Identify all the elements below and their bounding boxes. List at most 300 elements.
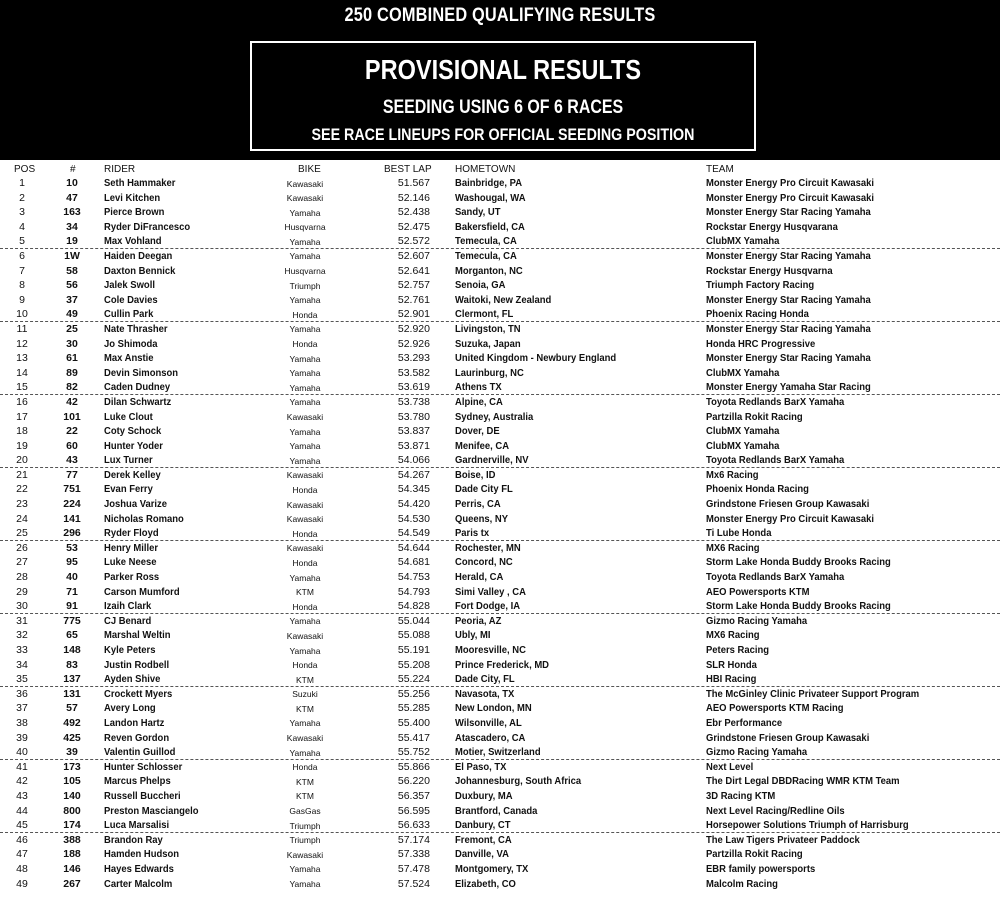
table-row — [0, 774, 1000, 789]
pos-cell: 7 — [19, 264, 25, 277]
best-lap-cell: 54.420 — [397, 498, 430, 511]
rider-cell: Ryder Floyd — [104, 527, 159, 540]
bike-cell: KTM — [296, 703, 314, 714]
hometown-cell: Wilsonville, AL — [455, 716, 522, 729]
best-lap-cell: 53.837 — [397, 425, 430, 438]
bike-cell: Kawasaki — [286, 193, 324, 204]
number-cell: 751 — [63, 483, 81, 496]
table-row — [0, 395, 1000, 410]
hometown-cell: Navasota, TX — [455, 687, 515, 700]
column-team: TEAM — [706, 164, 734, 175]
hometown-cell: United Kingdom - Newbury England — [455, 352, 617, 365]
table-row — [0, 453, 1000, 468]
bike-cell: Kawasaki — [286, 178, 324, 189]
pos-cell: 10 — [16, 308, 28, 321]
table-row — [0, 804, 1000, 819]
number-cell: 173 — [63, 760, 81, 773]
best-lap-cell: 57.174 — [397, 833, 430, 846]
hometown-cell: Perris, CA — [455, 498, 501, 511]
rider-cell: Luke Neese — [104, 556, 157, 569]
best-lap-cell: 52.146 — [397, 191, 430, 204]
team-cell: Partzilla Rokit Racing — [706, 410, 803, 423]
pos-cell: 12 — [16, 337, 28, 350]
provisional-results-box — [250, 41, 756, 151]
team-cell: Gizmo Racing Yamaha — [706, 746, 808, 759]
rider-cell: Valentin Guillod — [104, 746, 176, 759]
number-cell: 34 — [66, 220, 78, 233]
best-lap-cell: 53.619 — [397, 381, 430, 394]
rider-cell: Hunter Schlosser — [104, 760, 183, 773]
pos-cell: 36 — [16, 687, 28, 700]
pos-cell: 14 — [16, 366, 28, 379]
bike-cell: Triumph — [289, 280, 321, 291]
number-cell: 37 — [66, 293, 78, 306]
pos-cell: 32 — [16, 629, 28, 642]
hometown-cell: Athens TX — [455, 381, 502, 394]
team-cell: Monster Energy Yamaha Star Racing — [706, 381, 871, 394]
bike-cell: Husqvarna — [284, 222, 326, 233]
table-row — [0, 877, 1000, 892]
hometown-cell: Livingston, TN — [455, 322, 521, 335]
hometown-cell: Boise, ID — [455, 468, 496, 481]
hometown-cell: Alpine, CA — [455, 395, 503, 408]
bike-cell: Honda — [292, 762, 318, 773]
pos-cell: 38 — [16, 716, 28, 729]
hometown-cell: Mooresville, NC — [455, 644, 526, 656]
rider-cell: Devin Simonson — [104, 366, 179, 379]
table-row — [0, 716, 1000, 731]
table-row — [0, 220, 1000, 235]
hometown-cell: Temecula, CA — [455, 249, 517, 262]
pos-cell: 9 — [19, 293, 25, 306]
team-cell: Gizmo Racing Yamaha — [706, 614, 808, 627]
bike-cell: Kawasaki — [286, 514, 324, 525]
bike-cell: Yamaha — [289, 441, 321, 452]
rider-cell: Seth Hammaker — [104, 177, 176, 189]
number-cell: 91 — [66, 600, 78, 613]
column-hometown: HOMETOWN — [455, 164, 516, 175]
number-cell: 19 — [66, 235, 78, 248]
number-cell: 10 — [66, 177, 78, 189]
pos-cell: 34 — [16, 658, 28, 671]
rider-cell: Carson Mumford — [104, 585, 180, 598]
best-lap-cell: 54.828 — [397, 600, 430, 613]
bike-cell: Honda — [292, 309, 318, 320]
number-cell: 425 — [63, 731, 81, 744]
table-row — [0, 424, 1000, 439]
table-row — [0, 658, 1000, 673]
best-lap-cell: 53.780 — [397, 410, 430, 423]
best-lap-cell: 57.338 — [397, 848, 430, 861]
table-row — [0, 351, 1000, 366]
best-lap-cell: 54.793 — [397, 585, 430, 598]
team-cell: Mx6 Racing — [706, 468, 759, 481]
bike-cell: Yamaha — [289, 879, 321, 889]
best-lap-cell: 52.607 — [397, 249, 430, 262]
table-row — [0, 731, 1000, 746]
bike-cell: Yamaha — [289, 718, 321, 729]
team-cell: MX6 Racing — [706, 629, 760, 642]
number-cell: 105 — [63, 775, 81, 788]
pos-cell: 2 — [19, 191, 25, 204]
rider-cell: Ryder DiFrancesco — [104, 220, 191, 233]
rider-cell: Caden Dudney — [104, 381, 171, 394]
number-cell: 775 — [63, 614, 81, 627]
pos-cell: 29 — [16, 585, 28, 598]
best-lap-cell: 54.530 — [397, 512, 430, 525]
best-lap-cell: 55.088 — [397, 629, 430, 642]
rider-cell: Landon Hartz — [104, 716, 165, 729]
best-lap-cell: 52.761 — [397, 293, 430, 306]
rider-cell: Max Vohland — [104, 235, 162, 248]
team-cell: Phoenix Racing Honda — [706, 308, 809, 321]
table-row — [0, 570, 1000, 585]
best-lap-cell: 52.572 — [397, 235, 430, 248]
hometown-cell: Fort Dodge, IA — [455, 600, 521, 613]
table-row — [0, 205, 1000, 220]
best-lap-cell: 54.753 — [397, 571, 430, 584]
team-cell: Monster Energy Pro Circuit Kawasaki — [706, 191, 875, 204]
best-lap-cell: 56.595 — [397, 804, 430, 817]
number-cell: 267 — [63, 877, 81, 890]
team-cell: Monster Energy Star Racing Yamaha — [706, 322, 871, 335]
table-row — [0, 176, 1000, 191]
rider-cell: Izaih Clark — [104, 600, 152, 613]
team-cell: The Law Tigers Privateer Paddock — [706, 833, 860, 846]
column-rider: RIDER — [104, 164, 136, 175]
best-lap-cell: 52.757 — [397, 279, 430, 292]
rider-cell: Nate Thrasher — [104, 322, 168, 335]
number-cell: 57 — [66, 702, 78, 715]
best-lap-cell: 55.224 — [397, 673, 430, 686]
number-cell: 47 — [66, 191, 78, 204]
team-cell: ClubMX Yamaha — [706, 439, 780, 452]
pos-cell: 37 — [16, 702, 28, 715]
team-cell: The Dirt Legal DBDRacing WMR KTM Team — [706, 775, 900, 788]
bike-cell: Honda — [292, 484, 318, 495]
hometown-cell: Laurinburg, NC — [455, 366, 524, 379]
bike-cell: Honda — [292, 557, 318, 568]
hometown-cell: Johannesburg, South Africa — [455, 775, 582, 788]
number-cell: 101 — [63, 410, 81, 423]
number-cell: 30 — [66, 337, 78, 350]
team-cell: Peters Racing — [706, 644, 770, 656]
best-lap-cell: 53.582 — [397, 366, 430, 379]
rider-cell: Henry Miller — [104, 541, 159, 554]
bike-cell: Kawasaki — [286, 630, 324, 641]
pos-cell: 6 — [19, 249, 25, 262]
team-cell: ClubMX Yamaha — [706, 366, 780, 379]
pos-cell: 45 — [16, 819, 28, 832]
pos-cell: 23 — [16, 498, 28, 511]
hometown-cell: Paris tx — [455, 527, 490, 540]
bike-cell: Yamaha — [289, 368, 321, 379]
table-row — [0, 366, 1000, 381]
hometown-cell: Fremont, CA — [455, 833, 512, 846]
rider-cell: Levi Kitchen — [104, 191, 161, 204]
team-cell: Toyota Redlands BarX Yamaha — [706, 571, 845, 584]
table-row — [0, 234, 1000, 249]
bike-cell: Honda — [292, 339, 318, 350]
rider-cell: Avery Long — [104, 702, 156, 715]
pos-cell: 41 — [16, 760, 28, 773]
team-cell: Toyota Redlands BarX Yamaha — [706, 395, 845, 408]
pos-cell: 28 — [16, 571, 28, 584]
team-cell: Next Level — [706, 760, 754, 773]
table-row — [0, 468, 1000, 483]
column-header-row — [0, 162, 1000, 176]
rider-cell: Ayden Shive — [104, 673, 161, 686]
table-row — [0, 497, 1000, 512]
team-cell: Storm Lake Honda Buddy Brooks Racing — [706, 600, 891, 613]
table-row — [0, 643, 1000, 658]
rider-cell: Coty Schock — [104, 425, 162, 438]
pos-cell: 49 — [16, 877, 28, 890]
rider-cell: Daxton Bennick — [104, 264, 176, 277]
team-cell: AEO Powersports KTM Racing — [706, 702, 844, 715]
team-cell: Monster Energy Star Racing Yamaha — [706, 352, 871, 365]
pos-cell: 42 — [16, 775, 28, 788]
rider-cell: CJ Benard — [104, 614, 152, 627]
team-cell: Toyota Redlands BarX Yamaha — [706, 454, 845, 467]
team-cell: Storm Lake Honda Buddy Brooks Racing — [706, 556, 891, 569]
pos-cell: 3 — [19, 206, 25, 219]
bike-cell: Kawasaki — [286, 412, 324, 422]
team-cell: MX6 Racing — [706, 541, 760, 554]
number-cell: 42 — [66, 395, 78, 408]
number-cell: 137 — [63, 673, 81, 686]
bike-cell: Kawasaki — [286, 849, 324, 860]
number-cell: 83 — [66, 658, 78, 671]
hometown-cell: Suzuka, Japan — [455, 337, 521, 350]
pos-cell: 47 — [16, 848, 28, 861]
hometown-cell: Simi Valley , CA — [455, 585, 526, 598]
hometown-cell: Prince Frederick, MD — [455, 658, 550, 671]
rider-cell: Jo Shimoda — [104, 337, 158, 350]
rider-cell: Hamden Hudson — [104, 848, 180, 861]
pos-cell: 31 — [16, 614, 28, 627]
best-lap-cell: 55.752 — [397, 746, 430, 759]
table-row — [0, 687, 1000, 702]
bike-cell: Yamaha — [289, 747, 321, 758]
best-lap-cell: 54.549 — [397, 527, 430, 540]
column-best-lap: BEST LAP — [384, 164, 432, 175]
bike-cell: KTM — [296, 587, 314, 598]
hometown-cell: Temecula, CA — [455, 235, 517, 248]
bike-cell: Yamaha — [289, 616, 321, 627]
bike-cell: Honda — [292, 528, 318, 539]
best-lap-cell: 56.357 — [397, 789, 430, 802]
team-cell: ClubMX Yamaha — [706, 425, 780, 438]
pos-cell: 22 — [16, 483, 28, 496]
pos-cell: 27 — [16, 556, 28, 569]
bike-cell: Yamaha — [289, 295, 321, 306]
rider-cell: Nicholas Romano — [104, 512, 184, 525]
pos-cell: 43 — [16, 789, 28, 802]
number-cell: 43 — [66, 454, 78, 467]
rider-cell: Carter Malcolm — [104, 877, 173, 890]
number-cell: 82 — [66, 381, 78, 394]
pos-cell: 35 — [16, 673, 28, 686]
team-cell: Phoenix Honda Racing — [706, 483, 809, 496]
rider-cell: Reven Gordon — [104, 731, 170, 744]
best-lap-cell: 53.293 — [397, 352, 430, 365]
number-cell: 148 — [63, 644, 81, 656]
table-row — [0, 307, 1000, 322]
team-cell: Grindstone Friesen Group Kawasaki — [706, 731, 870, 744]
number-cell: 296 — [63, 527, 81, 540]
team-cell: HBI Racing — [706, 673, 757, 686]
bike-cell: Yamaha — [289, 572, 321, 583]
bike-cell: Yamaha — [289, 382, 321, 393]
pos-cell: 5 — [19, 235, 25, 248]
pos-cell: 44 — [16, 804, 28, 817]
rider-cell: Cole Davies — [104, 293, 158, 306]
number-cell: 140 — [63, 789, 81, 802]
best-lap-cell: 55.191 — [397, 644, 430, 656]
bike-cell: Honda — [292, 601, 318, 612]
best-lap-cell: 52.901 — [397, 308, 430, 321]
column-bike: BIKE — [298, 164, 321, 175]
rider-cell: Kyle Peters — [104, 644, 156, 656]
best-lap-cell: 54.267 — [397, 468, 430, 481]
table-row — [0, 628, 1000, 643]
results-table — [0, 176, 1000, 891]
best-lap-cell: 55.417 — [397, 731, 430, 744]
best-lap-cell: 52.438 — [397, 206, 430, 219]
provisional-title: PROVISIONAL RESULTS — [364, 54, 642, 85]
bike-cell: Yamaha — [289, 207, 321, 218]
pos-cell: 4 — [19, 220, 25, 233]
bike-cell: GasGas — [289, 806, 321, 817]
best-lap-cell: 54.644 — [397, 541, 430, 554]
number-cell: 56 — [66, 279, 78, 292]
table-row — [0, 818, 1000, 833]
team-cell: Monster Energy Star Racing Yamaha — [706, 249, 871, 262]
team-cell: 3D Racing KTM — [706, 789, 776, 802]
hometown-cell: Peoria, AZ — [455, 614, 502, 627]
table-row — [0, 264, 1000, 279]
bike-cell: Husqvarna — [284, 266, 326, 277]
best-lap-cell: 52.641 — [397, 264, 430, 277]
hometown-cell: Menifee, CA — [455, 439, 510, 452]
hometown-cell: Sandy, UT — [455, 206, 501, 219]
table-row — [0, 555, 1000, 570]
team-cell: EBR family powersports — [706, 862, 816, 875]
table-row — [0, 526, 1000, 541]
table-row — [0, 293, 1000, 308]
table-row — [0, 599, 1000, 614]
table-row — [0, 701, 1000, 716]
best-lap-cell: 55.866 — [397, 760, 430, 773]
team-cell: Grindstone Friesen Group Kawasaki — [706, 498, 870, 511]
rider-cell: Justin Rodbell — [104, 658, 170, 671]
number-cell: 174 — [63, 819, 81, 832]
table-row — [0, 847, 1000, 862]
rider-cell: Crockett Myers — [104, 687, 173, 700]
hometown-cell: El Paso, TX — [455, 760, 507, 773]
team-cell: SLR Honda — [706, 658, 757, 671]
number-cell: 131 — [63, 687, 81, 700]
table-row — [0, 614, 1000, 629]
team-cell: Triumph Factory Racing — [706, 279, 815, 292]
number-cell: 492 — [63, 716, 81, 729]
pos-cell: 39 — [16, 731, 28, 744]
pos-cell: 30 — [16, 600, 28, 613]
number-cell: 39 — [66, 746, 78, 759]
team-cell: Monster Energy Pro Circuit Kawasaki — [706, 512, 875, 525]
number-cell: 25 — [66, 322, 78, 335]
team-cell: Honda HRC Progressive — [706, 337, 816, 350]
hometown-cell: Sydney, Australia — [455, 410, 534, 423]
pos-cell: 25 — [16, 527, 28, 540]
table-row — [0, 439, 1000, 454]
rider-cell: Hayes Edwards — [104, 862, 174, 875]
hometown-cell: Rochester, MN — [455, 541, 521, 554]
rider-cell: Haiden Deegan — [104, 249, 173, 262]
pos-cell: 16 — [16, 395, 28, 408]
best-lap-cell: 57.524 — [397, 877, 430, 890]
number-cell: 22 — [66, 425, 78, 438]
hometown-cell: Waitoki, New Zealand — [455, 293, 552, 306]
table-row — [0, 672, 1000, 687]
best-lap-cell: 52.920 — [397, 322, 430, 335]
number-cell: 58 — [66, 264, 78, 277]
table-row — [0, 833, 1000, 848]
hometown-cell: Duxbury, MA — [455, 789, 513, 802]
pos-cell: 13 — [16, 352, 28, 365]
hometown-cell: Queens, NY — [455, 512, 509, 525]
team-cell: Ti Lube Honda — [706, 527, 772, 540]
hometown-cell: Bakersfield, CA — [455, 220, 525, 233]
hometown-cell: Morganton, NC — [455, 264, 523, 277]
team-cell: Malcolm Racing — [706, 877, 778, 890]
page-title: 250 COMBINED QUALIFYING RESULTS — [344, 5, 656, 26]
table-row — [0, 337, 1000, 352]
pos-cell: 19 — [16, 439, 28, 452]
pos-cell: 17 — [16, 410, 28, 423]
column-number: # — [70, 164, 76, 175]
table-row — [0, 380, 1000, 395]
bike-cell: Yamaha — [289, 426, 321, 437]
number-cell: 65 — [66, 629, 78, 642]
hometown-cell: Dade City FL — [455, 483, 513, 496]
pos-cell: 1 — [19, 177, 25, 189]
team-cell: Monster Energy Star Racing Yamaha — [706, 206, 871, 219]
hometown-cell: Herald, CA — [455, 571, 504, 584]
bike-cell: Kawasaki — [286, 499, 324, 510]
bike-cell: Honda — [292, 660, 318, 671]
team-cell: Next Level Racing/Redline Oils — [706, 804, 845, 817]
bike-cell: Yamaha — [289, 236, 321, 247]
hometown-cell: Concord, NC — [455, 556, 513, 569]
rider-cell: Max Anstie — [104, 352, 154, 365]
rider-cell: Luca Marsalisi — [104, 819, 170, 832]
hometown-cell: Elizabeth, CO — [455, 877, 516, 890]
hometown-cell: Dover, DE — [455, 425, 500, 438]
team-cell: The McGinley Clinic Privateer Support Program — [706, 687, 920, 700]
bike-cell: Kawasaki — [286, 543, 324, 554]
team-cell: AEO Powersports KTM — [706, 585, 810, 598]
table-row — [0, 585, 1000, 600]
bike-cell: Yamaha — [289, 864, 321, 875]
pos-cell: 48 — [16, 862, 28, 875]
bike-cell: Triumph — [289, 820, 321, 831]
pos-cell: 33 — [16, 644, 28, 656]
table-row — [0, 322, 1000, 337]
pos-cell: 18 — [16, 425, 28, 438]
rider-cell: Hunter Yoder — [104, 439, 163, 452]
